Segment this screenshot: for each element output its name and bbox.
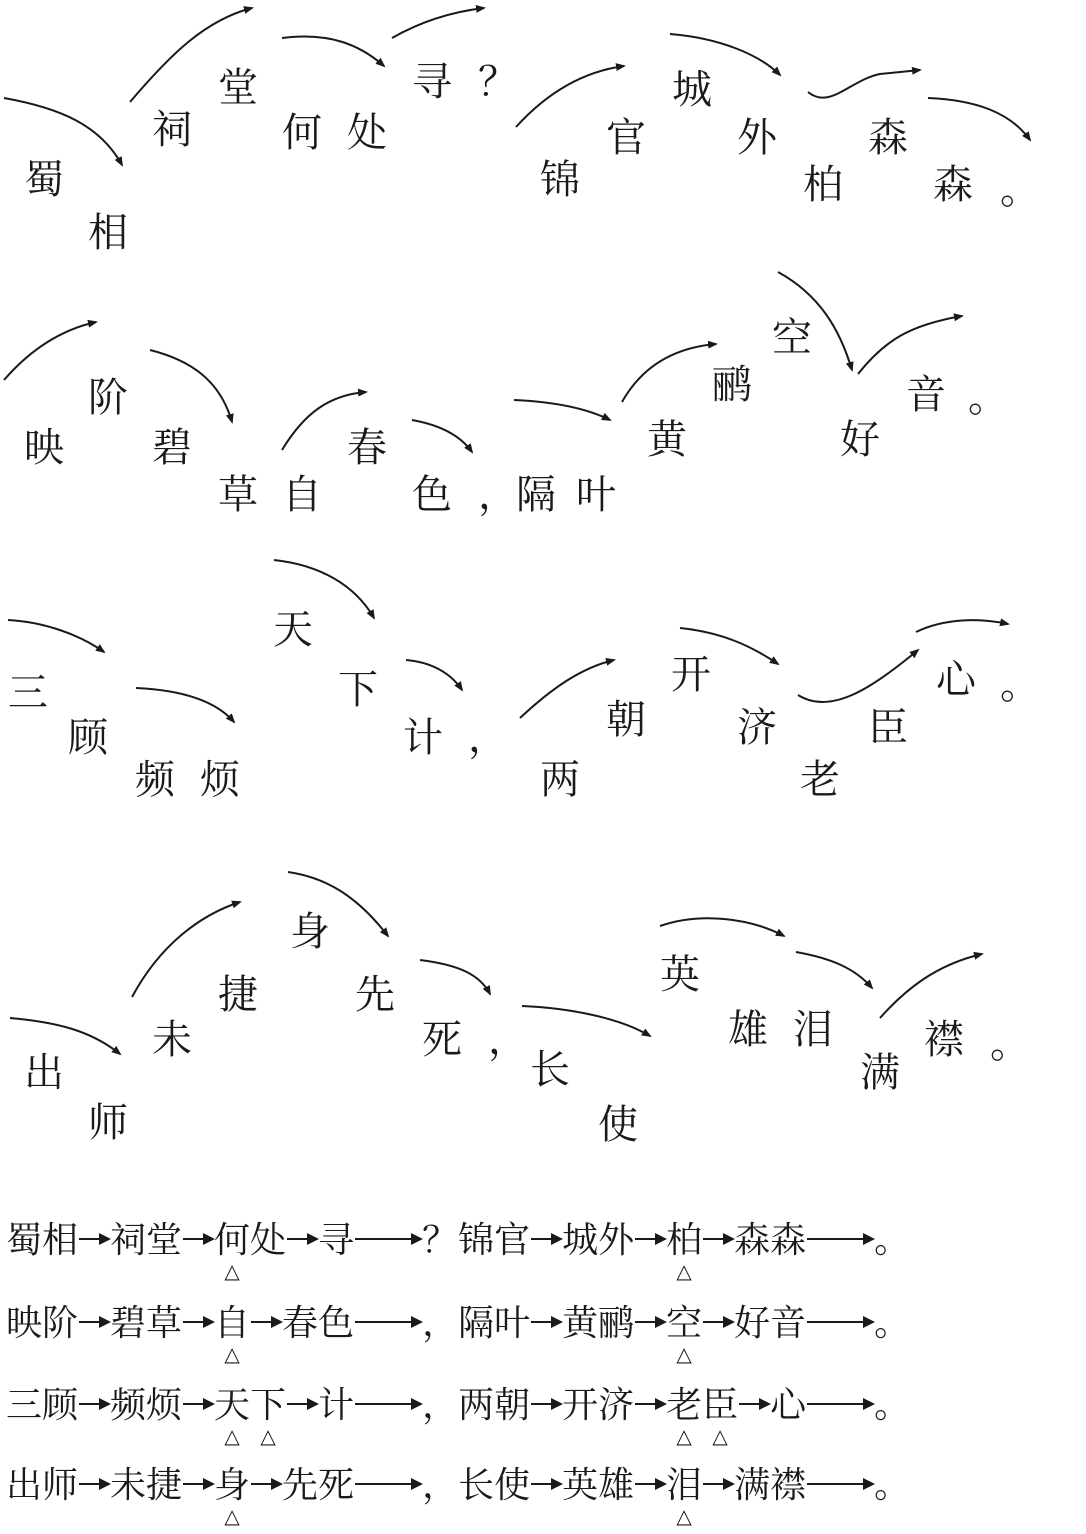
sequence-text (6, 1303, 79, 1344)
poem-character: 蜀 (24, 157, 64, 203)
sequence-arrow (531, 1321, 561, 1323)
sequence-text-value: 何 (214, 1220, 251, 1261)
poem-character: 森 (868, 115, 908, 161)
poem-character: 师 (88, 1100, 128, 1146)
reading-arrow (622, 344, 716, 402)
reading-arrow (514, 400, 610, 420)
sequence-text (734, 1465, 807, 1506)
sequence-arrow (531, 1483, 561, 1485)
sequence-row (6, 1385, 911, 1448)
sequence-text (562, 1385, 635, 1426)
sequence-text-value: 臣 (702, 1385, 739, 1426)
sequence-text (214, 1465, 251, 1528)
reading-arrow (520, 660, 614, 718)
sequence-text (6, 1220, 79, 1261)
emphasis-triangle-mark: △ (676, 1259, 692, 1283)
sequence-text (214, 1220, 251, 1283)
sequence-arrow (703, 1321, 733, 1323)
reading-arrow (808, 70, 920, 98)
poem-character: 隔 (516, 472, 556, 518)
reading-arrow (150, 350, 232, 422)
sequence-text (734, 1303, 807, 1344)
sequence-text (318, 1220, 355, 1261)
poem-character: 自 (282, 472, 322, 518)
sequence-text-value: 下 (250, 1385, 287, 1426)
sequence-row (6, 1220, 911, 1283)
reading-arrow (392, 8, 484, 38)
reading-arrow (916, 620, 1008, 632)
emphasis-triangle-mark: △ (676, 1424, 692, 1448)
sequence-text (282, 1465, 355, 1506)
poem-character: ， (488, 1017, 528, 1063)
sequence-arrow (807, 1403, 873, 1405)
sequence-arrow (79, 1483, 109, 1485)
sequence-text (562, 1303, 635, 1344)
sequence-arrow (635, 1483, 665, 1485)
sequence-arrow (355, 1321, 421, 1323)
poem-character: 音 (906, 372, 946, 418)
sequence-text-value: 处 (250, 1220, 287, 1261)
sequence-text-value: 。 (874, 1385, 911, 1426)
poem-character: 顾 (68, 715, 108, 761)
sequence-text-value: 城外 (562, 1220, 635, 1261)
poem-character: 色 (412, 472, 452, 518)
sequence-text-value: 。 (874, 1465, 911, 1506)
sequence-text (666, 1303, 703, 1366)
poem-character: 城 (672, 67, 712, 113)
sequence-text-value: 好音 (734, 1303, 807, 1344)
sequence-text (666, 1220, 703, 1283)
sequence-text-value: 未捷 (110, 1465, 183, 1506)
sequence-text-value: ，两朝 (422, 1385, 531, 1426)
sequence-text (702, 1385, 739, 1448)
poem-character: 老 (800, 757, 840, 803)
sequence-arrow (531, 1403, 561, 1405)
sequence-text-value: 出师 (6, 1465, 79, 1506)
reading-arrow (798, 650, 918, 702)
poem-character: 先 (355, 972, 395, 1018)
sequence-text (666, 1385, 703, 1448)
poem-character: 。 (990, 1021, 1030, 1067)
sequence-arrow (807, 1483, 873, 1485)
sequence-text (282, 1303, 355, 1344)
poem-character: 寻 (412, 59, 452, 105)
sequence-text (770, 1385, 807, 1426)
poem-character: 臣 (868, 705, 908, 751)
poem-character: ， (478, 472, 518, 518)
sequence-text-value: 先死 (282, 1465, 355, 1506)
sequence-text (318, 1385, 355, 1426)
poem-character: 襟 (924, 1017, 964, 1063)
reading-arrow (660, 918, 784, 936)
sequence-arrow (739, 1403, 769, 1405)
reading-arrow (522, 1006, 650, 1036)
poem-character: 出 (24, 1050, 64, 1096)
poem-character: ？ (478, 59, 518, 105)
poem-character: 天 (273, 607, 313, 653)
reading-arrow (880, 954, 982, 1018)
sequence-text (458, 1220, 531, 1261)
sequence-text-value: 祠堂 (110, 1220, 183, 1261)
sequence-row (6, 1465, 911, 1528)
sequence-text-value: 泪 (666, 1465, 703, 1506)
poem-character: 。 (1000, 662, 1040, 708)
poem-character: 雄 (728, 1007, 768, 1053)
sequence-arrow (79, 1238, 109, 1240)
sequence-text (6, 1385, 79, 1426)
reading-arrow (4, 322, 96, 380)
sequence-arrow (183, 1321, 213, 1323)
sequence-text (422, 1220, 459, 1261)
reading-arrow (928, 98, 1030, 140)
sequence-text (422, 1303, 531, 1344)
sequence-arrow (251, 1321, 281, 1323)
emphasis-triangle-mark: △ (676, 1504, 692, 1528)
poem-character: 处 (347, 110, 387, 156)
sequence-text-value: 频烦 (110, 1385, 183, 1426)
poem-character: 朝 (606, 697, 646, 743)
sequence-text (874, 1465, 911, 1506)
poem-character: 外 (737, 115, 777, 161)
poem-character: ， (468, 715, 508, 761)
sequence-text (874, 1220, 911, 1261)
sequence-arrow (807, 1238, 873, 1240)
poem-character: 空 (772, 315, 812, 361)
sequence-arrow (703, 1238, 733, 1240)
sequence-text (562, 1465, 635, 1506)
sequence-text-value: ？ (422, 1220, 459, 1261)
emphasis-triangle-mark: △ (712, 1424, 728, 1448)
sequence-text-value: ，长使 (422, 1465, 531, 1506)
reading-arrow (796, 952, 872, 988)
poem-character: 鹂 (712, 362, 752, 408)
sequence-text-value: ，隔叶 (422, 1303, 531, 1344)
sequence-text-value: 锦官 (458, 1220, 531, 1261)
sequence-text-value: 柏 (666, 1220, 703, 1261)
reading-arrow (420, 960, 490, 994)
sequence-text (6, 1465, 79, 1506)
sequence-text (110, 1465, 183, 1506)
emphasis-triangle-mark: △ (260, 1424, 276, 1448)
sequence-text-value: 映阶 (6, 1303, 79, 1344)
sequence-arrow (635, 1238, 665, 1240)
poem-character: 。 (1000, 167, 1040, 213)
poem-character: 使 (598, 1102, 638, 1148)
reading-arrow (412, 420, 472, 452)
sequence-arrow (355, 1238, 421, 1240)
poem-character: 好 (840, 417, 880, 463)
sequence-arrow (287, 1238, 317, 1240)
poem-character: 相 (88, 210, 128, 256)
sequence-text (110, 1385, 183, 1426)
sequence-arrow (183, 1238, 213, 1240)
reading-arrow (4, 98, 122, 165)
poem-character: 下 (338, 667, 378, 713)
sequence-text-value: 开济 (562, 1385, 635, 1426)
poem-character: 烦 (200, 757, 240, 803)
sequence-text-value: 。 (874, 1303, 911, 1344)
sequence-text-value: 空 (666, 1303, 703, 1344)
sequence-arrow (183, 1483, 213, 1485)
sequence-text (422, 1465, 531, 1506)
sequence-text (874, 1385, 911, 1426)
sequence-arrow (79, 1403, 109, 1405)
sequence-text-value: 满襟 (734, 1465, 807, 1506)
emphasis-triangle-mark: △ (224, 1504, 240, 1528)
poem-character: 三 (8, 670, 48, 716)
poem-character: 官 (606, 115, 646, 161)
reading-arrow (10, 1018, 120, 1054)
sequence-text (562, 1220, 635, 1261)
poem-character: 何 (282, 110, 322, 156)
poem-character: 森 (933, 162, 973, 208)
poem-character: 两 (540, 757, 580, 803)
poem-character: 满 (860, 1050, 900, 1096)
sequence-text-value: 三顾 (6, 1385, 79, 1426)
poem-character: 频 (135, 757, 175, 803)
reading-arrow (8, 620, 104, 652)
reading-arrow (406, 660, 462, 690)
sequence-arrow (183, 1403, 213, 1405)
poem-character: 祠 (152, 107, 192, 153)
sequence-text (214, 1303, 251, 1366)
sequence-text (422, 1385, 531, 1426)
emphasis-triangle-mark: △ (676, 1342, 692, 1366)
sequence-arrow (355, 1403, 421, 1405)
poem-character: 计 (403, 715, 443, 761)
sequence-arrow (635, 1321, 665, 1323)
sequence-arrow (807, 1321, 873, 1323)
poem-character: 死 (422, 1017, 462, 1063)
poem-character: 开 (671, 652, 711, 698)
sequence-arrow (287, 1403, 317, 1405)
poem-character: 堂 (218, 65, 258, 111)
poem-character: 长 (530, 1047, 570, 1093)
reading-arrow (282, 37, 384, 66)
sequence-arrow (355, 1483, 421, 1485)
sequence-text (874, 1303, 911, 1344)
sequence-text (214, 1385, 251, 1448)
sequence-text-value: 森森 (734, 1220, 807, 1261)
sequence-text-value: 寻 (318, 1220, 355, 1261)
sequence-arrow (703, 1483, 733, 1485)
sequence-text-value: 身 (214, 1465, 251, 1506)
poem-character: 锦 (540, 157, 580, 203)
sequence-text (666, 1465, 703, 1528)
sequence-arrow (531, 1238, 561, 1240)
poem-character: 叶 (576, 472, 616, 518)
sequence-text (110, 1303, 183, 1344)
sequence-text-value: 自 (214, 1303, 251, 1344)
poem-character: 心 (936, 657, 976, 703)
poem-character: 捷 (218, 972, 258, 1018)
reading-arrow (858, 316, 962, 374)
sequence-text-value: 英雄 (562, 1465, 635, 1506)
poem-character: 身 (290, 909, 330, 955)
poem-character: 黄 (647, 417, 687, 463)
emphasis-triangle-mark: △ (224, 1424, 240, 1448)
sequence-text-value: 黄鹂 (562, 1303, 635, 1344)
poem-character: 阶 (88, 375, 128, 421)
sequence-text-value: 蜀相 (6, 1220, 79, 1261)
poem-character: 碧 (152, 425, 192, 471)
poem-character: 春 (347, 425, 387, 471)
sequence-text (250, 1220, 287, 1261)
reading-arrow (136, 688, 234, 722)
poem-character: 泪 (793, 1007, 833, 1053)
poem-character: 英 (660, 952, 700, 998)
sequence-row (6, 1303, 911, 1366)
sequence-text-value: 。 (874, 1220, 911, 1261)
emphasis-triangle-mark: △ (224, 1259, 240, 1283)
sequence-text (250, 1385, 287, 1448)
sequence-text-value: 计 (318, 1385, 355, 1426)
sequence-text-value: 春色 (282, 1303, 355, 1344)
sequence-text-value: 碧草 (110, 1303, 183, 1344)
poem-character: 映 (24, 425, 64, 471)
sequence-text-value: 天 (214, 1385, 251, 1426)
poem-character: 未 (152, 1017, 192, 1063)
poem-character: 草 (218, 472, 258, 518)
poem-character: 。 (968, 375, 1008, 421)
poem-character: 柏 (803, 162, 843, 208)
sequence-text (734, 1220, 807, 1261)
poem-character: 济 (737, 705, 777, 751)
sequence-text-value: 心 (770, 1385, 807, 1426)
sequence-arrow (635, 1403, 665, 1405)
sequence-arrow (79, 1321, 109, 1323)
emphasis-triangle-mark: △ (224, 1342, 240, 1366)
sequence-text-value: 老 (666, 1385, 703, 1426)
sequence-arrow (251, 1483, 281, 1485)
sequence-text (110, 1220, 183, 1261)
